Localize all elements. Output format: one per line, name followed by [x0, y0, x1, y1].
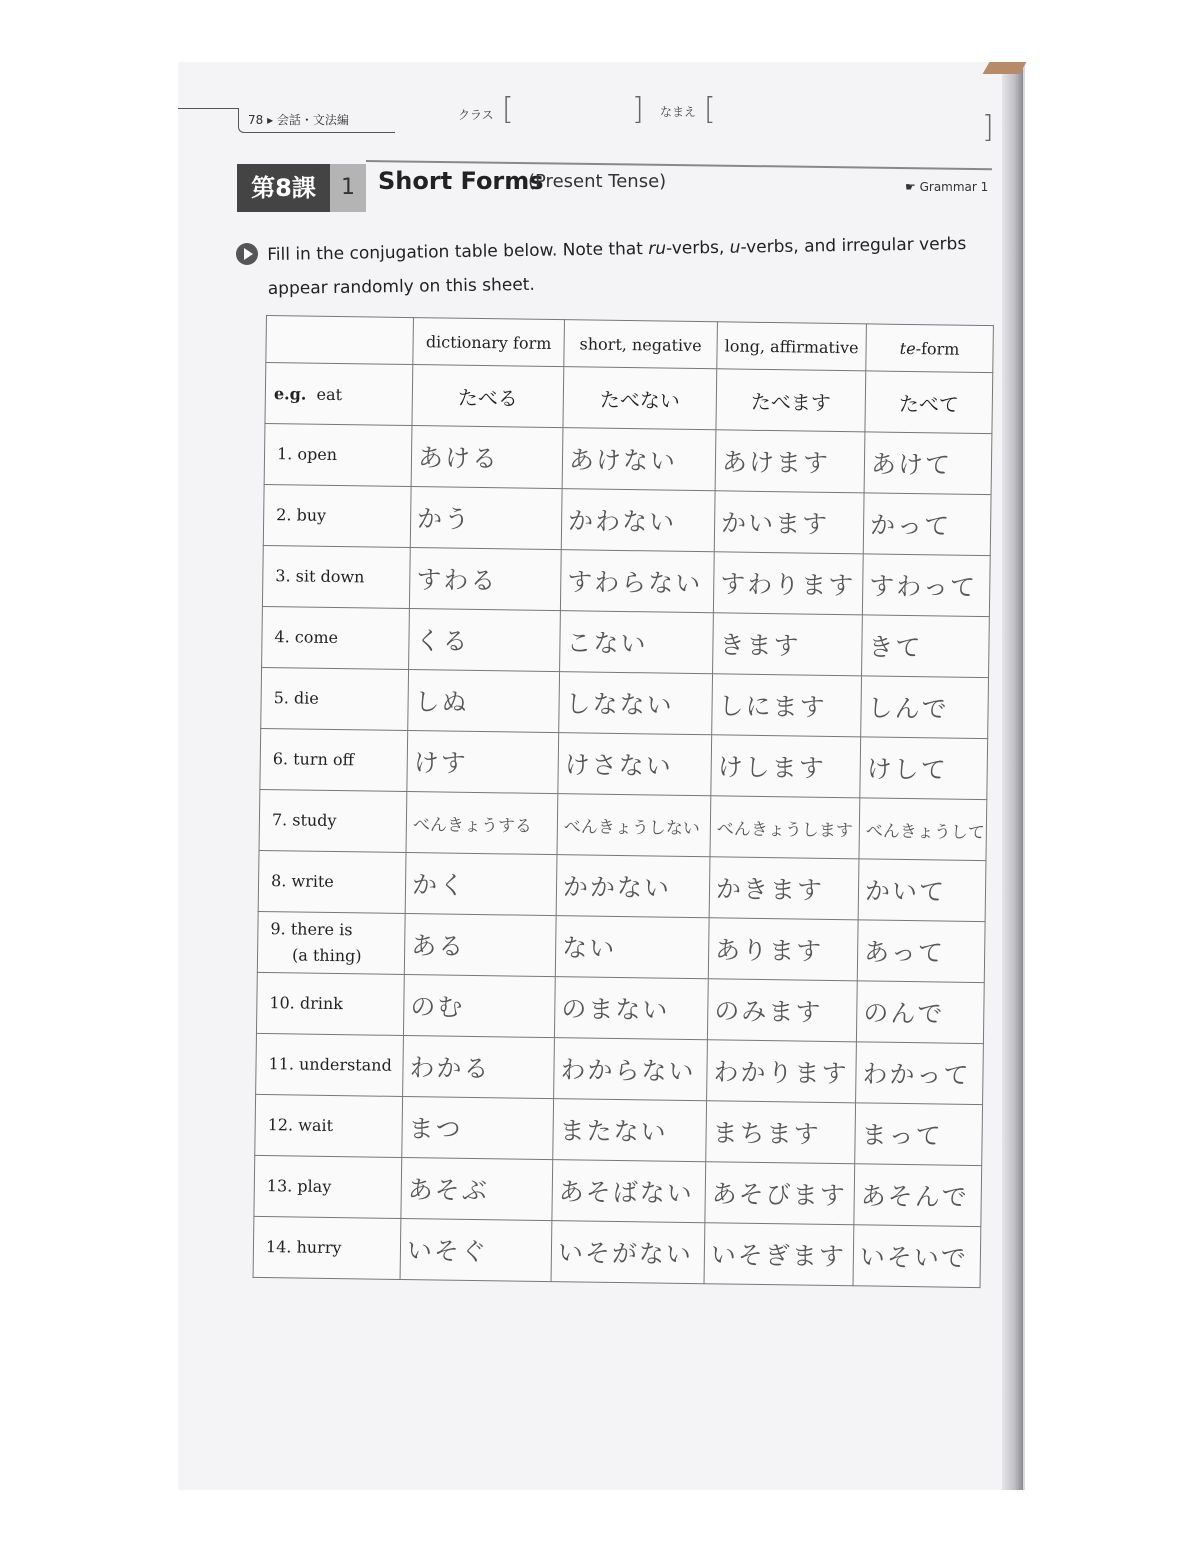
verb-label: 2. buy: [263, 484, 411, 547]
answer-dictionary-form[interactable]: あそぶ: [401, 1157, 553, 1220]
column-header-dictionary: dictionary form: [413, 318, 565, 367]
answer-dictionary-form[interactable]: わかる: [403, 1035, 555, 1098]
name-field-close-bracket: ]: [982, 110, 994, 145]
answer-te-form[interactable]: いそいで: [853, 1225, 981, 1288]
verb-label: 12. wait: [255, 1094, 403, 1157]
answer-long-affirmative[interactable]: けします: [711, 735, 861, 798]
answer-te-form[interactable]: わかって: [856, 1042, 984, 1105]
answer-long-affirmative[interactable]: わかります: [707, 1040, 857, 1103]
table-row: [264, 423, 992, 494]
answer-te-form[interactable]: まって: [855, 1103, 983, 1166]
table-row: [254, 1155, 982, 1226]
answer-dictionary-form[interactable]: くる: [409, 609, 561, 672]
page-ref: 78 ▸ 会話・文法編: [248, 113, 349, 127]
page-edge: [1002, 62, 1023, 1490]
class-field-close-bracket: ]: [632, 92, 644, 127]
answer-short-negative[interactable]: しなない: [559, 672, 713, 735]
answer-long-affirmative[interactable]: すわります: [713, 552, 863, 615]
answer-te-form[interactable]: かいて: [858, 859, 986, 922]
grammar-reference: [905, 180, 988, 194]
answer-dictionary-form[interactable]: いそぐ: [400, 1218, 552, 1281]
answer-short-negative[interactable]: あけない: [562, 428, 716, 491]
verb-label: 11. understand: [256, 1033, 404, 1096]
answer-dictionary-form[interactable]: かう: [410, 487, 562, 550]
answer-long-affirmative[interactable]: いそぎます: [704, 1223, 854, 1286]
verb-label: 13. play: [254, 1155, 402, 1218]
answer-te-form[interactable]: あけて: [864, 432, 992, 495]
answer-short-negative[interactable]: かかない: [556, 855, 710, 918]
verb-label: 7. study: [259, 789, 407, 852]
lesson-number: 1: [330, 164, 366, 212]
column-header-short-negative: short, negative: [564, 320, 718, 369]
answer-te-form[interactable]: しんで: [861, 676, 989, 739]
answer-long-affirmative[interactable]: きます: [713, 613, 863, 676]
answer-long-affirmative[interactable]: あそびます: [705, 1162, 855, 1225]
answer-short-negative[interactable]: いそがない: [551, 1221, 705, 1284]
example-short-negative: たべない: [563, 367, 717, 430]
pointing-hand-icon: ☛: [905, 180, 916, 194]
answer-te-form[interactable]: べんきょうして: [859, 798, 987, 861]
verb-label: 8. write: [258, 850, 406, 913]
answer-te-form[interactable]: のんで: [856, 981, 984, 1044]
answer-te-form[interactable]: けして: [860, 737, 988, 800]
verb-label: 5. die: [261, 667, 409, 730]
verb-label: 6. turn off: [260, 728, 408, 791]
table-row: [259, 789, 987, 860]
answer-te-form[interactable]: きて: [862, 615, 990, 678]
answer-short-negative[interactable]: かわない: [561, 489, 715, 552]
verb-label: 1. open: [264, 423, 412, 486]
example-row: [265, 363, 993, 434]
table-row: [262, 606, 990, 677]
answer-dictionary-form[interactable]: けす: [407, 731, 559, 794]
answer-short-negative[interactable]: のまない: [554, 977, 708, 1040]
column-header-verb: [266, 316, 414, 365]
answer-te-form[interactable]: かって: [863, 493, 991, 556]
table-row: [256, 972, 984, 1043]
answer-long-affirmative[interactable]: べんきょうします: [710, 796, 860, 859]
answer-dictionary-form[interactable]: かく: [405, 853, 557, 916]
verb-label: 9. there is (a thing): [257, 911, 405, 974]
answer-long-affirmative[interactable]: かいます: [714, 491, 864, 554]
page-title: Short Forms: [378, 167, 544, 195]
answer-dictionary-form[interactable]: あける: [411, 426, 563, 489]
answer-long-affirmative[interactable]: しにます: [712, 674, 862, 737]
answer-dictionary-form[interactable]: べんきょうする: [406, 792, 558, 855]
answer-short-negative[interactable]: またない: [553, 1099, 707, 1162]
name-field-open-bracket: [: [704, 92, 716, 127]
grammar-reference-label: Grammar 1: [919, 180, 989, 194]
table-row: [263, 484, 991, 555]
answer-dictionary-form[interactable]: すわる: [409, 548, 561, 611]
verb-label: 10. drink: [256, 972, 404, 1035]
example-long-affirmative: たべます: [716, 369, 866, 432]
page-corner: [983, 62, 1027, 74]
table-row: [253, 1216, 981, 1287]
instructions: Fill in the conjugation table below. Note that ru-verbs, u-verbs, and irregular verbs appear randomly on this sheet.: [267, 234, 967, 299]
table-row: [262, 545, 990, 616]
answer-te-form[interactable]: すわって: [862, 554, 990, 617]
table-row: [258, 850, 986, 921]
answer-short-negative[interactable]: わからない: [554, 1038, 708, 1101]
class-label: クラス: [458, 108, 494, 122]
answer-long-affirmative[interactable]: のみます: [707, 979, 857, 1042]
answer-dictionary-form[interactable]: のむ: [403, 974, 555, 1037]
answer-te-form[interactable]: あそんで: [854, 1164, 982, 1227]
name-label: なまえ: [660, 105, 697, 119]
page-subtitle: (Present Tense): [528, 171, 667, 192]
answer-te-form[interactable]: あって: [857, 920, 985, 983]
header-rule: [178, 108, 238, 109]
verb-label: 3. sit down: [262, 545, 410, 608]
example-te-form: たべて: [865, 371, 993, 434]
answer-short-negative[interactable]: ない: [555, 916, 709, 979]
answer-long-affirmative[interactable]: あります: [708, 918, 858, 981]
answer-dictionary-form[interactable]: ある: [404, 914, 556, 977]
table-row: [255, 1094, 983, 1165]
arrow-bullet-icon: [236, 243, 258, 265]
verb-label: 14. hurry: [253, 1216, 401, 1279]
answer-short-negative[interactable]: けさない: [558, 733, 712, 796]
example-dictionary-form: たべる: [412, 365, 564, 428]
answer-long-affirmative[interactable]: まちます: [706, 1101, 856, 1164]
example-label: e.g. eat: [265, 363, 413, 426]
lesson-label: 第8課: [237, 164, 330, 212]
answer-short-negative[interactable]: べんきょうしない: [557, 794, 711, 857]
class-field-open-bracket: [: [502, 92, 514, 127]
verb-label: 4. come: [262, 606, 410, 669]
column-header-long-affirmative: long, affirmative: [717, 322, 867, 371]
answer-dictionary-form[interactable]: まつ: [402, 1096, 554, 1159]
table-row: [260, 728, 988, 799]
table-row: [256, 1033, 984, 1104]
column-header-te-form: te-form: [866, 324, 994, 373]
answer-short-negative[interactable]: すわらない: [560, 550, 714, 613]
conjugation-table: [253, 315, 994, 1288]
answer-short-negative[interactable]: こない: [560, 611, 714, 674]
answer-long-affirmative[interactable]: あけます: [715, 430, 865, 493]
answer-long-affirmative[interactable]: かきます: [709, 857, 859, 920]
answer-dictionary-form[interactable]: しぬ: [408, 670, 560, 733]
table-row: [261, 667, 989, 738]
table-row: [257, 911, 985, 982]
answer-short-negative[interactable]: あそばない: [552, 1160, 706, 1223]
